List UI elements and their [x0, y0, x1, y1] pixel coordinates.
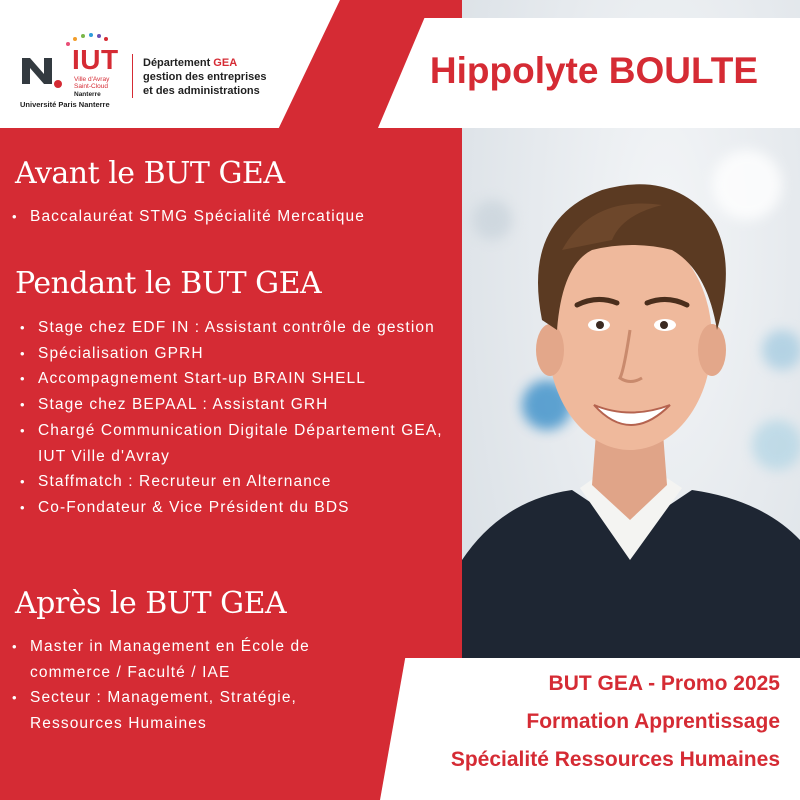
university-name: Université Paris Nanterre: [20, 100, 110, 109]
iut-location: [74, 76, 124, 98]
promo-line-3: Spécialité Ressources Humaines: [450, 748, 780, 771]
logo-divider: [132, 54, 133, 98]
department-prefix: Département: [143, 57, 214, 69]
list-item: • Co-Fondateur & Vice Président du BDS: [16, 495, 456, 521]
department-line-2: gestion des entreprises: [143, 71, 267, 83]
department-label: [143, 56, 273, 98]
department-gea: GEA: [213, 57, 238, 69]
list-item: • Spécialisation GPRH: [16, 341, 456, 367]
during-list: [16, 315, 456, 521]
list-item: • Accompagnement Start-up BRAIN SHELL: [16, 366, 456, 392]
before-heading: Avant le BUT GEA: [15, 156, 285, 191]
iut-location-text: Ville d'Avray Saint-Cloud: [74, 76, 110, 91]
iut-wordmark: IUT: [72, 44, 119, 75]
after-heading: Après le BUT GEA: [15, 586, 287, 621]
after-list: [8, 634, 388, 737]
before-list: [8, 204, 448, 230]
person-name: Hippolyte BOULTE: [429, 50, 759, 91]
list-item: • Chargé Communication Digitale Département GEA, IUT Ville d'Avray: [16, 418, 456, 469]
list-item: • Staffmatch : Recruteur en Alternance: [16, 469, 456, 495]
department-line-3: et des administrations: [143, 85, 260, 97]
iut-logo-icon: [20, 54, 64, 92]
promo-text: [451, 665, 780, 779]
list-item: • Stage chez BEPAAL : Assistant GRH: [16, 392, 456, 418]
list-item: • Baccalauréat STMG Spécialité Mercatique: [8, 204, 448, 230]
iut-location-text-2: Nanterre: [74, 90, 101, 98]
list-item: • Secteur : Management, Stratégie, Ressources Humaines: [8, 685, 388, 736]
list-item: • Master in Management en École de commerce / Faculté / IAE: [8, 634, 388, 685]
promo-line-2: Formation Apprentissage: [526, 710, 780, 733]
during-heading: Pendant le BUT GEA: [15, 266, 322, 301]
list-item: • Stage chez EDF IN : Assistant contrôle de gestion: [16, 315, 456, 341]
promo-line-1: BUT GEA - Promo 2025: [548, 672, 780, 695]
